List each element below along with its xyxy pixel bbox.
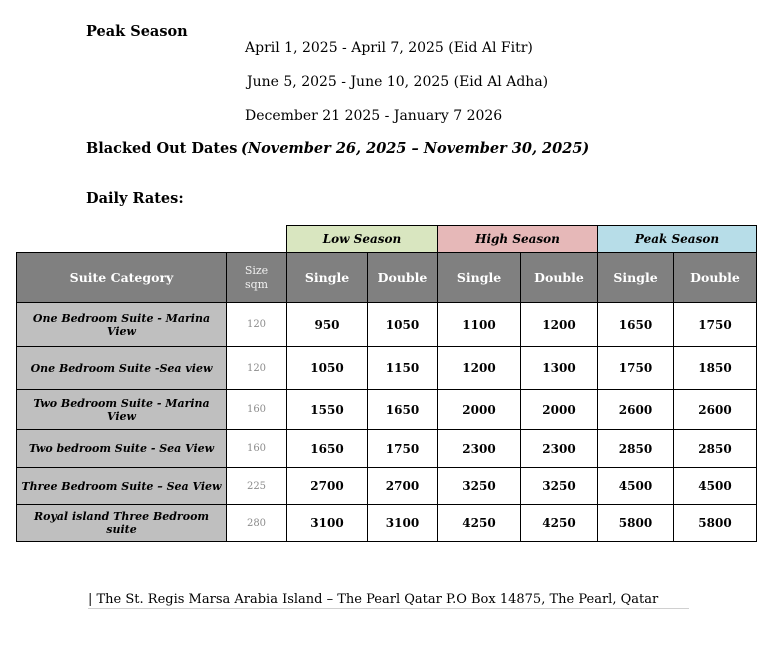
suite-size: 280	[227, 505, 287, 542]
peak-double-header: Double	[674, 253, 757, 303]
suite-size: 160	[227, 390, 287, 430]
high-single-rate: 4250	[438, 505, 521, 542]
size-header: Size sqm	[227, 253, 287, 303]
peak-single-rate: 5800	[598, 505, 674, 542]
suite-category: Royal island Three Bedroom suite	[17, 505, 227, 542]
low-single-rate: 1050	[287, 347, 368, 390]
peak-double-rate: 2600	[674, 390, 757, 430]
peak-double-rate: 5800	[674, 505, 757, 542]
suite-category: Two bedroom Suite - Sea View	[17, 430, 227, 468]
low-double-rate: 1150	[368, 347, 438, 390]
high-single-rate: 2000	[438, 390, 521, 430]
high-double-rate: 1300	[521, 347, 598, 390]
peak-single-rate: 2850	[598, 430, 674, 468]
low-single-rate: 950	[287, 303, 368, 347]
table-row	[17, 347, 757, 390]
blackout-dates: (November 26, 2025 – November 30, 2025)	[241, 140, 590, 157]
footer-address: | The St. Regis Marsa Arabia Island – The Pearl Qatar P.O Box 14875, The Pearl, Qatar	[88, 592, 689, 609]
low-double-rate: 1750	[368, 430, 438, 468]
low-single-header: Single	[287, 253, 368, 303]
high-season-header: High Season	[438, 226, 598, 253]
high-double-rate: 3250	[521, 468, 598, 505]
suite-category-header: Suite Category	[17, 253, 227, 303]
low-single-rate: 1550	[287, 390, 368, 430]
peak-date-1: April 1, 2025 - April 7, 2025 (Eid Al Fitr)	[245, 40, 533, 56]
low-single-rate: 3100	[287, 505, 368, 542]
suite-category: Three Bedroom Suite – Sea View	[17, 468, 227, 505]
peak-single-rate: 1750	[598, 347, 674, 390]
low-double-rate: 2700	[368, 468, 438, 505]
suite-size: 160	[227, 430, 287, 468]
peak-double-rate: 2850	[674, 430, 757, 468]
peak-season-header: Peak Season	[598, 226, 757, 253]
peak-single-rate: 4500	[598, 468, 674, 505]
suite-category: One Bedroom Suite -Sea view	[17, 347, 227, 390]
peak-date-3: December 21 2025 - January 7 2026	[245, 108, 503, 124]
peak-single-header: Single	[598, 253, 674, 303]
suite-size: 120	[227, 303, 287, 347]
table-row	[17, 390, 757, 430]
table-row	[17, 505, 757, 542]
peak-single-rate: 1650	[598, 303, 674, 347]
high-double-rate: 2300	[521, 430, 598, 468]
low-single-rate: 2700	[287, 468, 368, 505]
suite-size: 120	[227, 347, 287, 390]
high-single-rate: 1100	[438, 303, 521, 347]
peak-date-2: June 5, 2025 - June 10, 2025 (Eid Al Adha)	[247, 74, 549, 90]
high-single-rate: 1200	[438, 347, 521, 390]
low-double-rate: 1050	[368, 303, 438, 347]
high-double-rate: 2000	[521, 390, 598, 430]
high-single-rate: 2300	[438, 430, 521, 468]
table-row	[17, 468, 757, 505]
low-single-rate: 1650	[287, 430, 368, 468]
column-header-row	[17, 253, 757, 303]
high-single-header: Single	[438, 253, 521, 303]
low-double-rate: 1650	[368, 390, 438, 430]
rates-table	[16, 225, 757, 542]
peak-double-rate: 4500	[674, 468, 757, 505]
table-row	[17, 430, 757, 468]
high-single-rate: 3250	[438, 468, 521, 505]
suite-category: One Bedroom Suite - Marina View	[17, 303, 227, 347]
low-double-rate: 3100	[368, 505, 438, 542]
low-double-header: Double	[368, 253, 438, 303]
peak-double-rate: 1750	[674, 303, 757, 347]
blackout-label: Blacked Out Dates	[86, 140, 238, 157]
peak-double-rate: 1850	[674, 347, 757, 390]
daily-rates-label: Daily Rates:	[86, 190, 184, 207]
suite-category: Two Bedroom Suite - Marina View	[17, 390, 227, 430]
season-header-row	[17, 226, 757, 253]
peak-season-label: Peak Season	[86, 23, 188, 40]
suite-size: 225	[227, 468, 287, 505]
high-double-header: Double	[521, 253, 598, 303]
table-row	[17, 303, 757, 347]
high-double-rate: 1200	[521, 303, 598, 347]
low-season-header: Low Season	[287, 226, 438, 253]
high-double-rate: 4250	[521, 505, 598, 542]
peak-single-rate: 2600	[598, 390, 674, 430]
